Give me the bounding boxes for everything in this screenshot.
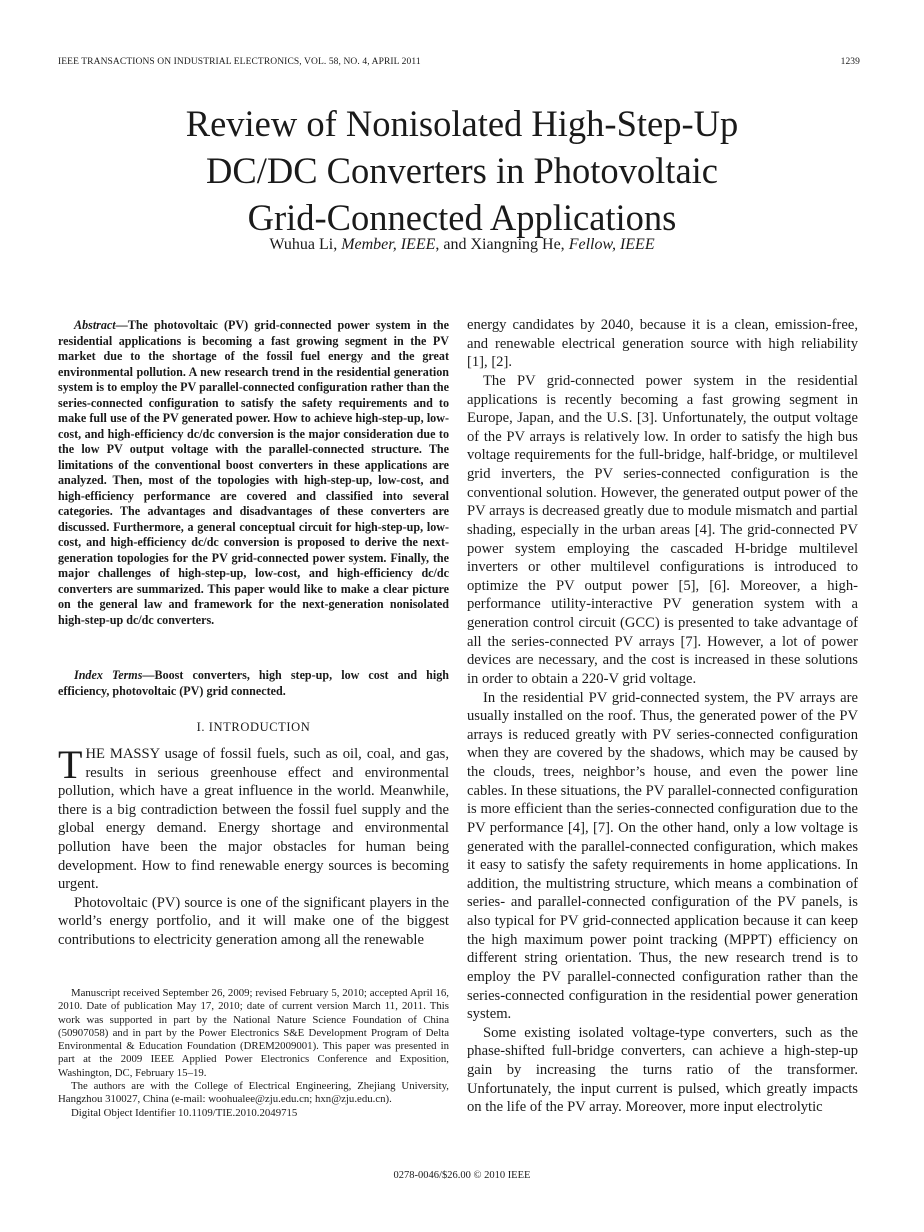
index-terms xyxy=(58,668,449,699)
paragraph: Some existing isolated voltage-type converters, such as the phase-shifted full-bridge converters, can achieve a high-step-up gain by increasing the turns ratio of the transformer. Unfortunately, the input current is pulsed, which greatly impacts on the life of the PV array. Moreover, more input electrolytic xyxy=(467,1024,858,1116)
footnotes xyxy=(58,987,449,1120)
footnote: The authors are with the College of Electrical Engineering, Zhejiang University, Hangzhou 310027, China (e-mail: woohualee@zju.edu.cn; hxn@zju.edu.cn). xyxy=(58,1080,449,1106)
title-line: DC/DC Converters in Photovoltaic xyxy=(206,150,718,191)
footnote: Manuscript received September 26, 2009; revised February 5, 2010; accepted April 16, 2010. Date of publication May 17, 2010; date of current version March 11, 2011. This work was supported in part by the National Nature Science Foundation of China (50907058) and in part by the Power Electronics S&E Development Program of Delta Environmental & Education Foundation (DREM2009001). This paper was presented in part at the 2009 IEEE Applied Power Electronics Conference and Exposition, Washington, DC, February 15–19. xyxy=(58,987,449,1079)
drop-cap: T xyxy=(58,742,83,787)
author-membership: Member, IEEE xyxy=(341,236,436,253)
paragraph: Photovoltaic (PV) source is one of the significant players in the world’s energy portfolio, and it will make one of the biggest contributions to electricity generation among all the renewable xyxy=(58,894,449,948)
author-joiner: , and Xiangning He, xyxy=(435,236,565,253)
abstract xyxy=(58,318,449,628)
body-right-column xyxy=(467,316,858,1117)
author-membership: Fellow, IEEE xyxy=(568,236,655,253)
abstract-text: —The photovoltaic (PV) grid-connected power system in the residential applications is becoming a fast growing segment in the PV market due to the shortage of the fossil fuel energy and the great environmental pollution. A new research trend in the residential generation system is to employ the PV parallel-connected configuration rather than the series-connected configuration to satisfy the safety requirements and to make full use of the PV generated power. How to achieve high-step-up, low-cost, and high-efficiency dc/dc conversion is the major consideration due to the low PV output voltage with the parallel-connected structure. The limitations of the conventional boost converters in these applications are analyzed. Then, most of the topologies with high-step-up, low-cost, and high-efficiency performance are covered and classified into several categories. The advantages and disadvantages of these converters are discussed. Furthermore, a general conceptual circuit for high-step-up, low-cost, and high-efficiency dc/dc conversion is proposed to derive the next-generation topologies for the PV grid-connected power system. Finally, the major challenges of high-step-up, low-cost, and high-efficiency dc/dc converters are summarized. This paper would like to make a clear picture on the general law and framework for the next-generation nonisolated high-step-up dc/dc converters. xyxy=(58,318,449,627)
title-line: Grid-Connected Applications xyxy=(247,197,677,238)
footnote: Digital Object Identifier 10.1109/TIE.2010.2049715 xyxy=(71,1106,298,1119)
section-title: INTRODUCTION xyxy=(208,720,311,734)
abstract-label: Abstract xyxy=(74,318,116,332)
index-terms-label: Index Terms xyxy=(74,668,143,682)
section-heading xyxy=(58,720,449,735)
section-number: I. xyxy=(196,720,206,734)
title-line: Review of Nonisolated High-Step-Up xyxy=(185,103,739,144)
copyright-footer: 0278-0046/$26.00 © 2010 IEEE xyxy=(393,1170,531,1181)
body-left-column xyxy=(58,742,449,950)
paper-title xyxy=(0,100,924,241)
journal-name: IEEE TRANSACTIONS ON INDUSTRIAL ELECTRONICS, VOL. 58, NO. 4, APRIL 2011 xyxy=(58,57,421,67)
index-terms-text: —Boost converters, high step-up, low cost and high efficiency, photovoltaic (PV) grid connected. xyxy=(58,668,450,698)
author-name: Wuhua Li, xyxy=(269,236,338,253)
paragraph: In the residential PV grid-connected system, the PV arrays are usually installed on the roof. Thus, the generated power of the PV arrays is reduced greatly with PV series-connected configuration when they are covered by the shadows, which may be caused by the clouds, trees, neighbor’s house, and even the power line cables. In these situations, the PV parallel-connected configuration is more efficient than the series-connected configuration due to the PV performance [4], [7]. On the other hand, only a low voltage is generated with the parallel-connected configuration, which makes it easy to satisfy the safety requirements in home applications. In addition, the multistring structure, which means a combination of series- and parallel-connected configuration of the PV panels, is also typical for PV grid-connected application because it can keep the high maximum power point tracking (MPPT) efficiency on different string orientation. Thus, the new research trend is to employ the PV parallel-connected configuration rather than the series-connected configuration in the residential power generation system. xyxy=(467,689,858,1023)
author-line xyxy=(0,236,924,254)
page-number: 1239 xyxy=(840,57,860,67)
paragraph: The PV grid-connected power system in the residential applications is recently becoming a fast growing segment in Europe, Japan, and the U.S. [3]. Unfortunately, the output voltage of the PV arrays is relatively low. In order to satisfy the high bus voltage requirements for the full-bridge, half-bridge, or multilevel grid inverters, the PV series-connected configuration is the conventional solution. However, the generated output power of the PV arrays is decreased greatly due to module mismatch and partial shading, especially in the urban areas [4]. The grid-connected PV power system employing the cascaded H-bridge multilevel inverters or other multilevel configurations is introduced to optimize the PV output power [5], [6]. Moreover, a high-performance utility-interactive PV generation system with a generation control circuit (GCC) is presented to take advantage of all the series-connected PV arrays [7]. However, a lot of power devices are necessary, and the cost is increased in these solutions in order to obtain a 220-V grid voltage. xyxy=(467,372,858,687)
paragraph: THE MASSY usage of fossil fuels, such as oil, coal, and gas, results in serious greenhouse effect and environmental pollution, which have a great influence in the world. Meanwhile, there is a big contradiction between the fossil fuel supply and the global energy demand. Energy shortage and environmental pollution have been the major obstacles for human being development. How to find renewable energy sources is becoming urgent. xyxy=(58,742,449,893)
running-header xyxy=(58,57,860,67)
paragraph: energy candidates by 2040, because it is a clean, emission-free, and renewable electrical generation source with high reliability [1], [2]. xyxy=(467,317,858,371)
